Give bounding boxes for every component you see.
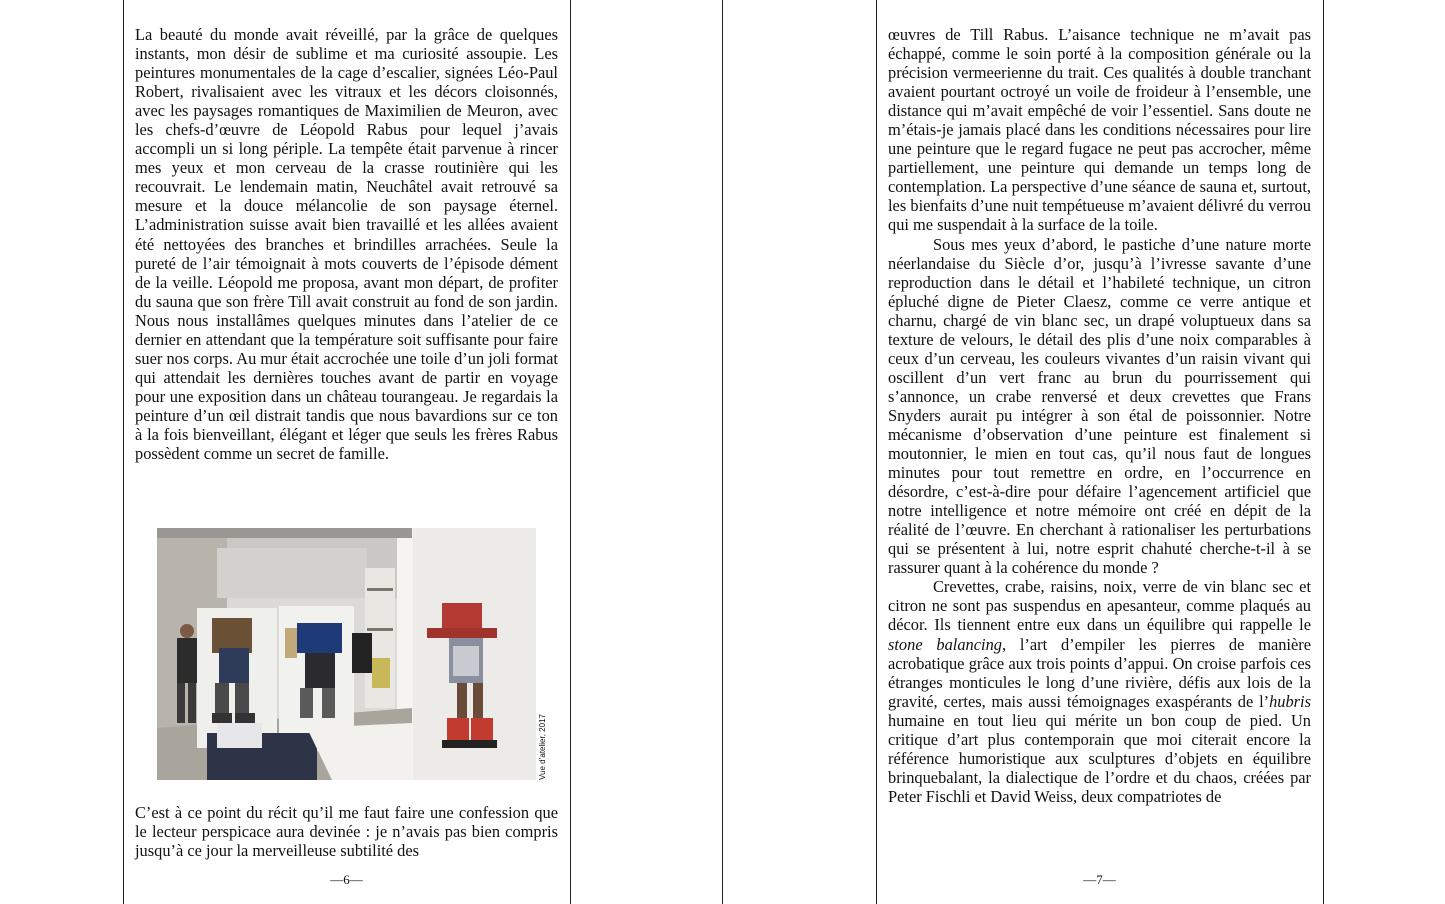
page-number-right: —7— [1083, 872, 1116, 887]
left-page-right-rule [570, 0, 571, 904]
studio-photo [157, 528, 536, 780]
left-text-block-bottom [135, 803, 558, 860]
stone-balancing-term: stone balancing [888, 634, 1002, 654]
page-number-left: —6— [330, 872, 363, 887]
right-page-right-rule [1323, 0, 1324, 904]
photo-caption: Vue d’atelier, 2017 [538, 714, 547, 780]
right-paragraph-3-part-b: , l’art d’empiler les pierres de manière acrobatique grâce aux trois points d’appui. On croise parfois ces étranges monticules le long d’une rivière, défis aux lois de la gravité, certes, mais aussi témoignages exaspérants de l’ [888, 634, 1311, 711]
left-text-block-top [135, 25, 558, 463]
left-paragraph-1: La beauté du monde avait réveillé, par la grâce de quelques instants, mon désir de sublime et ma curiosité assoupie. Les peintures monumentales de la cage d’escalier, signées Léo-Paul Robert, rivalisaient avec les vitraux et les décors cloisonnés, avec les paysages romantiques de Maximilien de Meuron, avec les chefs-d’œuvre de Léopold Rabus pour lequel j’avais accompli un si long périple. La tempête était parvenue à rincer mes yeux et mon cerveau de la crasse routinière qui les recouvrait. Le lendemain matin, Neuchâtel avait retrouvé sa mesure et la douce mélancolie de son paysage éternel. L’administration suisse avait bien travaillé et les allées avaient été nettoyées des branches et brindilles arrachées. Seule la pureté de l’air témoignait à mots couverts de l’épisode dément de la veille. Léopold me proposa, avant mon départ, de profiter du sauna que son frère Till avait construit au fond de son jardin. Nous nous installâmes quelques minutes dans l’atelier de ce dernier en attendant que la température soit suffisante pour faire suer nos corps. Au mur était accrochée une toile d’un joli format qui attendait les dernières touches avant de partir en voyage pour une exposition dans un château tourangeau. Je regardais la peinture d’un œil distrait tandis que nous bavardions sur ce ton à la fois bienveillant, élégant et léger que seuls les frères Rabus possèdent comme un secret de famille. [135, 25, 558, 464]
spine-rule [722, 0, 723, 904]
right-paragraph-3-part-c: humaine en tout lieu qui mérite un bon coup de pied. Un critique d’art plus contemporain que moi citerait encore la référence humoristique aux sculptures d’objets en équilibre brinquebalant, la dialectique de l’ordre et du chaos, créées par Peter Fischli et David Weiss, deux compatriotes de [888, 710, 1311, 806]
right-paragraph-3 [888, 577, 1311, 806]
right-page [876, 0, 1323, 904]
right-paragraph-2: Sous mes yeux d’abord, le pastiche d’une nature morte néerlandaise du Siècle d’or, jusqu’à l’ivresse savante d’une reproduction dans le détail et l’habileté technique, un citron épluché digne de Pieter Claesz, comme ce verre antique et charnu, chargé de vin blanc sec, un drapé voluptueux dans sa texture de velours, le détail des plis d’une noix comparables à ceux d’un cerveau, les couleurs vivantes d’un raisin vivant qui oscillent d’un vert franc au brun du pourrissement qui s’annonce, un crabe renversé et deux crevettes que Frans Snyders aurait pu intégrer à son étal de poissonnier. Notre mécanisme d’observation d’une peinture est finalement si moutonnier, le mien en tout cas, qu’il nous faut de longues minutes pour tout remettre en ordre, en l’occurrence en désordre, c’est-à-dire pour défaire l’agencement artificiel que notre intelligence et notre mémoire ont créé en dépit de la réalité de l’œuvre. En cherchant à rationaliser les perturbations qui se présentent à lui, notre esprit chahuté cherche-t-il à se rassurer quant à la cohérence du monde ? [888, 234, 1311, 578]
right-text-block [888, 25, 1311, 806]
hubris-term: hubris [1269, 691, 1311, 711]
studio-photo-illustration [157, 528, 536, 780]
right-paragraph-3-part-a: Crevettes, crabe, raisins, noix, verre de vin blanc sec et citron ne sont pas suspendus en apesanteur, comme plaqués au décor. Ils tiennent entre eux dans un équilibre qui rappelle le [888, 577, 1311, 635]
right-paragraph-1: œuvres de Till Rabus. L’aisance technique ne m’avait pas échappé, comme le soin porté à la composition générale ou la précision vermeerienne du trait. Ces qualités à double tranchant avaient pourtant octroyé un voile de froideur à l’ensemble, une distance qui m’avait empêché de voir l’essentiel. Sans doute ne m’étais-je jamais placé dans les conditions nécessaires pour lire une peinture que le regard fugace ne peut pas accrocher, même partiellement, une peinture qui demande un temps long de contemplation. La perspective d’une séance de sauna et, surtout, les bienfaits d’une nuit tempétueuse m’avaient délivré du verrou qui me suspendait à la surface de la toile. [888, 25, 1311, 235]
left-paragraph-2: C’est à ce point du récit qu’il me faut faire une confession que le lecteur perspicace aura devinée : je n’avais pas bien compris jusqu’à ce jour la merveilleuse subtilité des [135, 803, 558, 861]
left-page [123, 0, 570, 904]
